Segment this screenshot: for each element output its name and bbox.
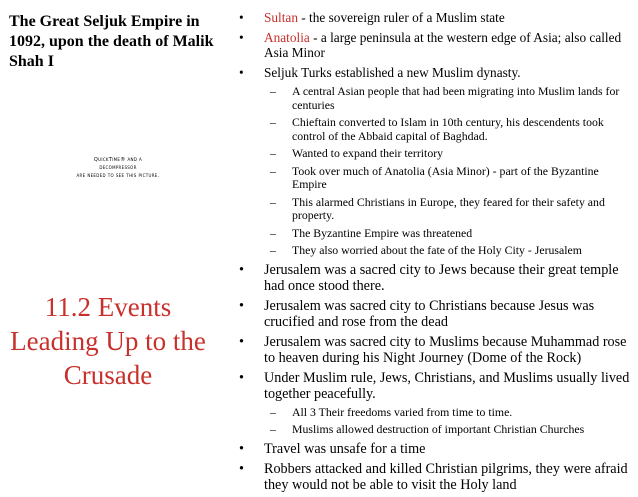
- bullet-jerusalem-jews: [238, 262, 630, 294]
- sub-bullet-text: Chieftain converted to Islam in 10th century, his descendents took control of the Abbaid capital of Baghdad.: [292, 115, 604, 143]
- sub-bullet-marker: –: [270, 243, 276, 257]
- bullet-marker: •: [239, 369, 244, 386]
- bullet-marker: •: [239, 65, 244, 80]
- quicktime-image-placeholder: [58, 156, 178, 180]
- sub-bullet-marker: –: [270, 146, 276, 160]
- sub-bullet-marker: –: [270, 404, 276, 419]
- definition-sultan: - the sovereign ruler of a Muslim state: [297, 10, 505, 25]
- sub-bullet: [238, 147, 630, 161]
- sub-bullet: [238, 116, 630, 143]
- bullet-marker: •: [239, 10, 244, 25]
- bullet-seljuk-turks: [238, 65, 630, 80]
- sub-bullet-marker: –: [270, 115, 276, 129]
- bullet-travel-unsafe: [238, 441, 630, 457]
- sub-bullet-marker: –: [270, 225, 276, 240]
- sub-bullet-text: This alarmed Christians in Europe, they feared for their safety and property.: [292, 194, 605, 222]
- sub-bullet: [238, 165, 630, 192]
- bullet-list: [238, 10, 630, 497]
- bullet-text: Seljuk Turks established a new Muslim dynasty.: [264, 65, 521, 80]
- bullet-anatolia: [238, 30, 630, 60]
- bullet-jerusalem-christians: [238, 298, 630, 330]
- sub-bullet: [238, 85, 630, 112]
- bullet-marker: •: [239, 460, 244, 477]
- bullet-text: Robbers attacked and killed Christian pilgrims, they were afraid they would not be able to visit the Holy land: [264, 460, 628, 493]
- quicktime-line-1: QuickTime® and a: [93, 157, 143, 163]
- sub-bullet-text: All 3 Their freedoms varied from time to time.: [292, 404, 513, 419]
- quicktime-line-2: decompressor: [99, 165, 137, 171]
- term-sultan: Sultan: [264, 10, 298, 25]
- sub-bullet-marker: –: [270, 194, 276, 209]
- bullet-text: Jerusalem was a sacred city to Jews because their great temple had once stood there.: [264, 261, 619, 294]
- sub-bullet-text: They also worried about the fate of the Holy City - Jerusalem: [292, 243, 582, 257]
- bullet-text: Jerusalem was sacred city to Muslims because Muhammad rose to heaven during his Night Journey (Dome of the Rock): [264, 333, 627, 366]
- term-anatolia: Anatolia: [264, 30, 310, 45]
- sub-bullet-text: Wanted to expand their territory: [292, 146, 444, 160]
- bullet-robbers: [238, 461, 630, 493]
- sub-bullet-text: Took over much of Anatolia (Asia Minor) - part of the Byzantine Empire: [292, 163, 599, 191]
- bullet-marker: •: [239, 30, 244, 45]
- bullet-text: Jerusalem was sacred city to Christians because Jesus was crucified and rose from the dead: [264, 297, 595, 330]
- definition-anatolia: - a large peninsula at the western edge of Asia; also called Asia Minor: [264, 30, 622, 60]
- sub-bullet-text: Muslims allowed destruction of important Christian Churches: [292, 422, 585, 436]
- bullet-marker: •: [239, 297, 244, 314]
- sub-bullet: [238, 227, 630, 241]
- quicktime-line-3: are needed to see this picture.: [76, 173, 160, 179]
- bullet-sultan: [238, 10, 630, 25]
- sub-bullet-text: A central Asian people that had been migrating into Muslim lands for centuries: [292, 84, 620, 112]
- bullet-marker: •: [239, 333, 244, 350]
- bullet-marker: •: [239, 261, 244, 278]
- bullet-marker: •: [239, 440, 244, 457]
- sub-bullet-marker: –: [270, 422, 276, 436]
- bullet-jerusalem-muslims: [238, 334, 630, 366]
- bullet-muslim-rule: [238, 370, 630, 402]
- sub-bullet: [238, 423, 630, 437]
- sub-bullet-marker: –: [270, 84, 276, 98]
- sub-list-muslim-rule: [238, 406, 630, 437]
- bullet-text: Under Muslim rule, Jews, Christians, and Muslims usually lived together peacefully.: [264, 369, 630, 402]
- sub-bullet: [238, 244, 630, 258]
- sub-list-seljuk: [238, 85, 630, 258]
- sub-bullet-marker: –: [270, 163, 276, 178]
- map-caption: The Great Seljuk Empire in 1092, upon the death of Malik Shah I: [9, 13, 214, 70]
- bullet-text: Travel was unsafe for a time: [264, 440, 426, 457]
- sub-bullet-text: The Byzantine Empire was threatened: [292, 225, 473, 240]
- slide-title: 11.2 Events Leading Up to the Crusade: [10, 292, 206, 390]
- sub-bullet: [238, 196, 630, 223]
- sub-bullet: [238, 406, 630, 420]
